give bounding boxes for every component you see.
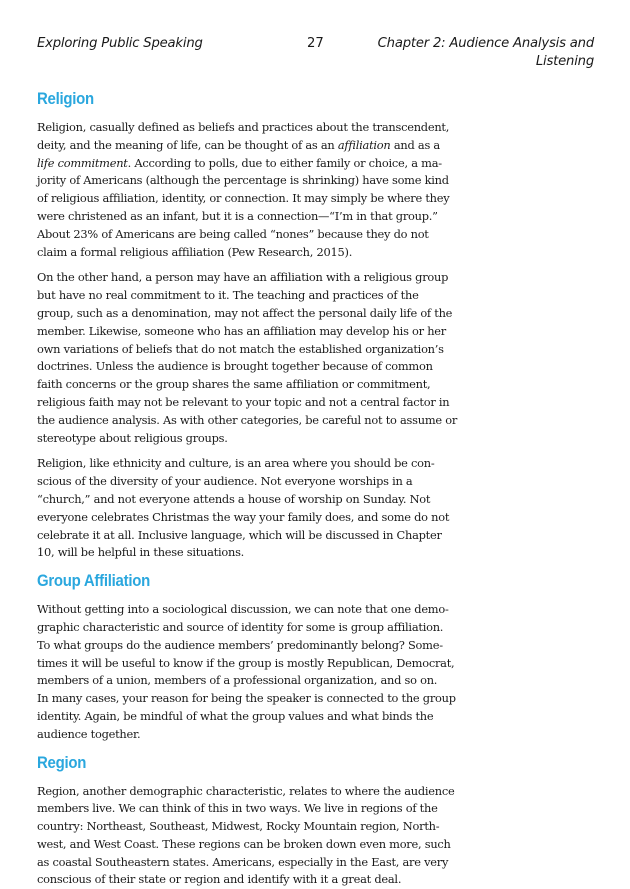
text-line: scious of the diversity of your audience. Not everyone worships in a <box>37 473 449 491</box>
text-line: deity, and the meaning of life, can be thought of as an affiliation and as a <box>37 137 449 155</box>
paragraph-religion-3 <box>37 455 449 562</box>
text-line: claim a formal religious affiliation (Pew Research, 2015). <box>37 244 449 262</box>
section-heading-group-affiliation: Group Affiliation <box>37 569 400 593</box>
text-line: own variations of beliefs that do not match the established organization’s <box>37 341 449 359</box>
text-line: “church,” and not everyone attends a house of worship on Sunday. Not <box>37 491 449 509</box>
text-line: doctrines. Unless the audience is brought together because of common <box>37 358 449 376</box>
text-line: identity. Again, be mindful of what the group values and what binds the <box>37 708 449 726</box>
page-number: 27 <box>307 35 324 53</box>
text-line: west, and West Coast. These regions can be broken down even more, such <box>37 836 449 854</box>
text-line: of religious affiliation, identity, or connection. It may simply be where they <box>37 190 449 208</box>
paragraph-religion-2 <box>37 269 449 447</box>
text-line: conscious of their state or region and identify with it a great deal. <box>37 871 449 889</box>
text-line: stereotype about religious groups. <box>37 430 449 448</box>
text-line: About 23% of Americans are being called “nones” because they do not <box>37 226 449 244</box>
running-header-chapter-title <box>364 35 594 71</box>
text-line: were christened as an infant, but it is a connection—“I’m in that group.” <box>37 208 449 226</box>
paragraph-group-affiliation <box>37 601 449 743</box>
text-line: Religion, like ethnicity and culture, is an area where you should be con- <box>37 455 449 473</box>
paragraph-region <box>37 783 449 889</box>
text-line: country: Northeast, Southeast, Midwest, Rocky Mountain region, North- <box>37 818 449 836</box>
text-line: On the other hand, a person may have an affiliation with a religious group <box>37 269 449 287</box>
chapter-title-line-1: Chapter 2: Audience Analysis and <box>364 35 594 53</box>
chapter-title-line-2: Listening <box>364 53 594 71</box>
text-line: member. Likewise, someone who has an affiliation may develop his or her <box>37 323 449 341</box>
running-header-book-title: Exploring Public Speaking <box>37 35 203 53</box>
text-line: but have no real commitment to it. The teaching and practices of the <box>37 287 449 305</box>
text-line: Without getting into a sociological discussion, we can note that one demo- <box>37 601 449 619</box>
paragraph-religion-1 <box>37 119 449 261</box>
text-line: times it will be useful to know if the group is mostly Republican, Democrat, <box>37 655 449 673</box>
main-content <box>37 85 449 889</box>
text-line: celebrate it at all. Inclusive language, which will be discussed in Chapter <box>37 527 449 545</box>
text-line: everyone celebrates Christmas the way your family does, and some do not <box>37 509 449 527</box>
text-line: In many cases, your reason for being the speaker is connected to the group <box>37 690 449 708</box>
text-line: the audience analysis. As with other categories, be careful not to assume or <box>37 412 449 430</box>
text-line: 10, will be helpful in these situations. <box>37 544 449 562</box>
text-line: jority of Americans (although the percentage is shrinking) have some kind <box>37 172 449 190</box>
text-line: Religion, casually defined as beliefs and practices about the transcendent, <box>37 119 449 137</box>
section-heading-region: Region <box>37 751 400 775</box>
section-heading-religion: Religion <box>37 87 400 111</box>
text-line: audience together. <box>37 726 449 744</box>
text-line: members of a union, members of a professional organization, and so on. <box>37 672 449 690</box>
emphasis-affiliation: affiliation <box>338 138 391 152</box>
text-line: faith concerns or the group shares the same affiliation or commitment, <box>37 376 449 394</box>
text-line: as coastal Southeastern states. Americans, especially in the East, are very <box>37 854 449 872</box>
text-line: life commitment. According to polls, due to either family or choice, a ma- <box>37 155 449 173</box>
text-line: To what groups do the audience members’ predominantly belong? Some- <box>37 637 449 655</box>
text-line: Region, another demographic characteristic, relates to where the audience <box>37 783 449 801</box>
text-line: religious faith may not be relevant to your topic and not a central factor in <box>37 394 449 412</box>
text-line: group, such as a denomination, may not affect the personal daily life of the <box>37 305 449 323</box>
emphasis-life-commitment: life commitment <box>37 156 128 170</box>
text-line: members live. We can think of this in two ways. We live in regions of the <box>37 800 449 818</box>
text-line: graphic characteristic and source of identity for some is group affiliation. <box>37 619 449 637</box>
